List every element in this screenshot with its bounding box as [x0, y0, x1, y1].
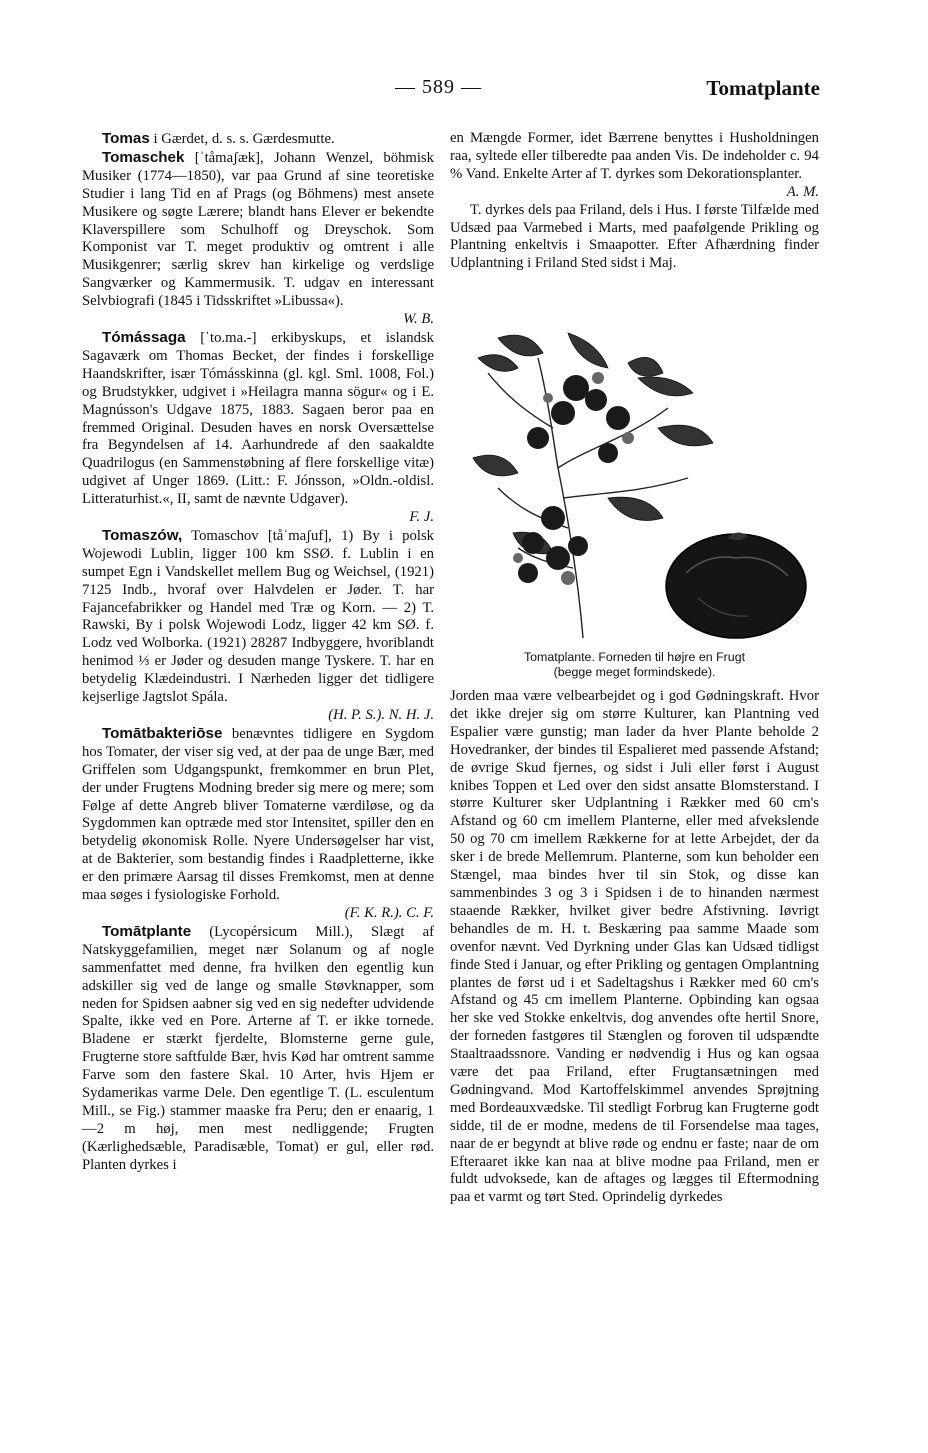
author-signature: F. J. — [409, 509, 434, 526]
entry-text: Tomaschov [tåˈmaʃuf], 1) By i polsk Wojewodi Lublin, ligger 100 km SSØ. f. Lublin i en sumpet Egn i Vandskellet mellem Bug og Weichsel, (1921) 7125 Indb., hvoraf over Halvdelen er Jøder. T. har Fajancefabrikker og Handel med Træ og Korn. — 2) T. Rawski, By i polsk Wojewodi Lodz, ligger 42 km SØ. f. Lodz ved Wolborka. (1921) 28287 Indbyggere, hvoriblandt henimod ⅓ er Jøder og desuden mange Tyskere. T. har en betydelig Klædeindustri. I Nærheden ligger det tidligere kejserlige Jagtslot Spála. — [82, 527, 434, 706]
page-number: — 589 — — [395, 76, 482, 98]
right-column-top — [450, 130, 819, 273]
author-signature: (H. P. S.). N. H. J. — [328, 707, 434, 723]
author-signature: (F. K. R.). C. F. — [344, 904, 434, 921]
entry-term: Tomaszów, — [102, 526, 183, 544]
page-header — [80, 76, 820, 106]
entry-term: Tomātbakteriōse — [102, 724, 223, 742]
entry-text: [ˈtåmaʃæk], Johann Wenzel, böhmisk Musiker (1774—1850), var paa Grund af sine teoretiske Studier i lang Tid en af Prags (og Böhmens) mest ansete Musikere og søgte Lærere; blandt hans Elever er bekendte Klaverspillere som Schulhoff og Dreyschok. Som Komponist var T. meget produktiv og omtrent i alle Musikgenrer; særlig skrev han kirkelige og verdslige Sangværker og Kammermusik. T. udgav en interessant Selvbiografi (1845 i Tidsskriftet »Libussa«). — [82, 149, 434, 310]
entry-tomaszow — [82, 527, 434, 725]
author-signature: W. B. — [403, 311, 434, 328]
entry-text: (Lycopérsicum Mill.), Slægt af Natskyggefamilien, meget nær Solanum og af nogle sammenfattet med denne, fra hvilken den egentlig kun adskiller sig ved de lange og smalle Støvknapper, som neden for Spidsen aabner sig ved en sig nedefter udvidende Spalte, ikke ved en Pore. Arterne af T. er ikke tornede. Bladene er stærkt fjerdelte, Blomsterne gerne gule, Frugterne store saftfulde Bær, hvis Kød har omtrent samme Farve som den fastere Skal. 10 Arter, hvis Hjem er Sydamerikas varme Dele. Den egentlige T. (L. esculentum Mill., se Fig.) stammer maaske fra Peru; den er enaarig, 1—2 m høj, men mest nedliggende; Frugten (Kærlighedsæble, Paradisæble, Tomat) er gul, eller rød. Planten dyrkes i — [82, 923, 434, 1173]
entry-tomatplante — [82, 923, 434, 1175]
entry-text: benævntes tidligere en Sygdom hos Tomater, der viser sig ved, at der paa de unge Bær, med Griffelen som Udgangspunkt, fremkommer en brun Plet, der under Frugtens Modning breder sig mere og mere; som Følge af dette Angreb bliver Tomaterne værdiløse, og da Sygdommen kan optræde med stor Intensitet, spiller den en betydelig økonomisk Rolle. Nyere Undersøgelser har vist, at de Bakterier, som bestandig findes i Raadpletterne, ikke er den primære Aarsag til disses Fremkomst, men at denne maa søges i fysiologiske Forhold. — [82, 725, 434, 904]
caption-line: Tomatplante. Forneden til højre en Frugt — [523, 650, 746, 664]
running-head: Tomatplante — [706, 76, 820, 100]
entry-tomas — [82, 130, 434, 149]
entry-tomaschek — [82, 149, 434, 329]
entry-term: Tómássaga — [102, 328, 186, 346]
entry-term: Tomas — [102, 130, 150, 147]
tomato-plant-icon — [458, 318, 814, 644]
figure-caption — [450, 650, 819, 680]
tomato-plant-illustration — [458, 318, 814, 644]
paragraph: T. dyrkes dels paa Friland, dels i Hus. I første Tilfælde med Udsæd paa Varmebed i Marts, med paafølgende Prikling og Plantning enkeltvis i Smaapotter. Efter Afhærdning finder Udplantning i Friland Sted sidst i Maj. — [450, 201, 819, 272]
paragraph: Jorden maa være velbearbejdet og i god Gødningskraft. Hvor det ikke drejer sig om større Kulturer, kan Plantning ved Espalier være gunstig; man lader da hver Plante beholde 2 Hovedranker, der bindes til Espalieret med passende Afstand; de øvrige Skud fjernes, og sidst i Juli eller først i August knibes Toppen et Led over den sidst ansatte Blomsterstand. I større Kulturer sker Udplantning i Rækker med 60 cm's Afstand og 60 cm imellem Planterne, eller med afvekslende 50 og 70 cm imellem Rækkerne for at lette Arbejdet, der da sker i de brede Mellemrum. Planterne, som kun beholder een Stængel, maa bindes hver til sin Stok, og disse kan sammenbindes 3 og 3 i Spidsen i de to hinanden nærmest staaende Rækker, hvilket giver bedre Afstivning. Iøvrigt behandles de m. H. t. Beskæring paa samme Maade som ovenfor nævnt. Ved Dyrkning under Glas kan Udsæd tidligst finde Sted i Januar, og efter Prikling og gentagen Omplantning plantes de først ud i et Sadeltagshus i Rækker med 60 cm's Afstand og 45 cm imellem Planterne. Opbinding kan ogsaa her ske ved Stokke enkeltvis, dog anvendes ofte hertil Snore, der forneden fastgøres til Stænglen og foroven til udspændte Staaltraadssnore. Vanding er nødvendig i Hus og kan ogsaa være det paa Friland, efter Frugtansætningen med Gødningvand. Mod Kartoffelskimmel anvendes Sprøjtning med Bordeauxvædske. Til stedligt Forbrug kan Frugterne godt sidde, til de er modne, medens de til Forsendelse maa tages, naar de er begyndt at blive røde og endnu er faste; naar de om Efteraaret ikke kan naa at blive modne paa Friland, men er fuldt udvoksede, kan de aftages og lægges til Eftermodning paa et varmt og tørt Sted. Oprindelig dyrkedes — [450, 688, 819, 1206]
entry-term: Tomaschek — [102, 148, 185, 166]
entry-text: [ˈto.ma.-] erkibyskups, et islandsk Sagaværk om Thomas Becket, der findes i forskellige Haandskrifter, især Tómásskinna (gl. kgl. Sml. 1008, Fol.) og Brudstykker, udgivet i »Heilagra manna sögur« og i E. Magnússon's Udgave 1875, 1883. Sagaen beror paa en fremmed Original. Desuden haves en norsk Oversættelse fra Begyndelsen af 14. Aarhundrede af den saakaldte Quadrilogus (en Sammenstøbning af flere forskellige vitæ) udgivet af Unger 1869. (Litt.: F. Jónsson, »Oldn.-oldisl. Litteraturhist.«, II, samt de nævnte Udgaver). — [82, 329, 434, 508]
left-column — [82, 130, 434, 1175]
author-signature: A. M. — [786, 183, 819, 200]
entry-tomatbakteriose — [82, 725, 434, 923]
paragraph-text: en Mængde Former, idet Bærrene benyttes i Husholdningen raa, syltede eller tilberedte paa anden Vis. De indeholder c. 94 % Vand. Enkelte Arter af T. dyrkes som Dekorationsplanter. — [450, 130, 819, 182]
right-column-bottom — [450, 688, 819, 1207]
entry-tomassaga — [82, 329, 434, 527]
tomato-fruit — [666, 532, 806, 638]
paragraph — [450, 130, 819, 202]
entry-term: Tomātplante — [102, 922, 192, 940]
entry-text: i Gærdet, d. s. s. Gærdesmutte. — [149, 131, 335, 147]
caption-line: (begge meget formindskede). — [553, 665, 716, 679]
